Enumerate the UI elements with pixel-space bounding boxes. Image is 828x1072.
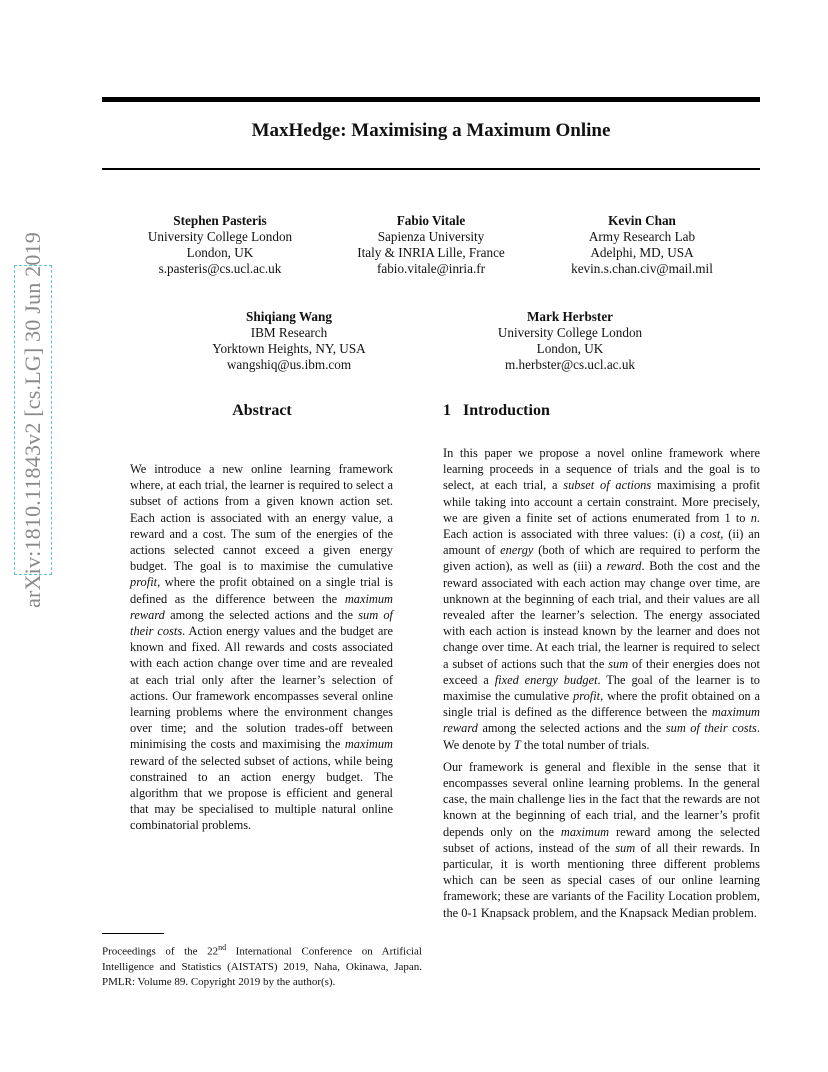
author-name: Stephen Pasteris — [173, 213, 267, 228]
author-name: Mark Herbster — [526, 309, 614, 324]
author-name: Fabio Vitale — [396, 213, 466, 228]
proceedings-footnote: Proceedings of the 22nd International Conference on Artificial Intelligence and Statistics (AISTATS) 2019, Naha, Okinawa, Japan. PMLR: Volume 89. Copyright 2019 by the author(s). — [102, 943, 422, 988]
abstract-heading: Abstract — [232, 402, 292, 419]
paper-title: MaxHedge: Maximising a Maximum Online — [251, 120, 611, 141]
author-location: Italy & INRIA Lille, France — [357, 245, 505, 260]
author-name: Kevin Chan — [608, 213, 676, 228]
author-block — [110, 213, 330, 277]
author-location: London, UK — [186, 245, 254, 260]
author-affiliation: University College London — [497, 325, 643, 340]
introduction-body — [443, 445, 760, 927]
author-affiliation: Sapienza University — [377, 229, 485, 244]
intro-paragraph: In this paper we propose a novel online framework where learning proceeds in a sequence of trials and the goal is to select, at each trial, a subset of actions maximising a profit while taking into account a certain constraint. More precisely, we are given a finite set of actions enumerated from 1 to n. Each action is associated with three values: (i) a cost, (ii) an amount of energy (both of which are required to perform the given action), as well as (iii) a reward. Both the cost and the reward associated with each action may change over time, are unknown at the beginning of each trial, and their values are all revealed after the learner’s selection. The energy associated with each action is instead known by the learner and does not change over time. At each trial, the learner is required to select a subset of actions such that the sum of their energies does not exceed a fixed energy budget. The goal of the learner is to maximise the cumulative profit, where the profit obtained on a single trial is defined as the difference between the maximum reward among the selected actions and the sum of their costs. We denote by T the total number of trials. — [443, 446, 761, 752]
title-bottom-rule — [102, 168, 760, 170]
author-block — [460, 309, 680, 373]
abstract-paragraph: We introduce a new online learning framework where, at each trial, the learner is required to select a subset of actions from a given known action set. Each action is associated with an energy value, a reward and a cost. The sum of the energies of the actions selected cannot exceed a given energy budget. The goal is to maximise the cumulative profit, where the profit obtained on a single trial is defined as the difference between the maximum reward among the selected actions and the sum of their costs. Action energy values and the budget are known and fixed. All rewards and costs associated with each action change over time and are revealed at each trial only after the learner’s selection of actions. Our framework encompasses several online learning problems where the environment changes over time; and the solution trades-off between minimising the costs and maximising the maximum reward of the selected subset of actions, while being constrained to an action energy budget. The algorithm that we propose is efficient and general that may be specialised to multiple natural online combinatorial problems. — [130, 462, 393, 833]
author-affiliation: IBM Research — [250, 325, 328, 340]
arxiv-stamp[interactable] — [14, 232, 52, 608]
intro-paragraph: Our framework is general and flexible in the sense that it encompasses several online learning problems. In the general case, the main challenge lies in the fact that the rewards are not known at the beginning of each trial, and the learner’s profit depends only on the maximum reward among the selected subset of actions, instead of the sum of all their rewards. In particular, it is worth mentioning three different problems which can be seen as special cases of our online learning framework; these are variants of the Facility Location problem, the 0-1 Knapsack problem, and the Knapsack Median problem. — [443, 759, 760, 920]
author-email[interactable]: wangshiq@us.ibm.com — [226, 357, 352, 372]
footnote-rule — [102, 933, 164, 934]
title-top-rule — [102, 97, 760, 102]
author-email[interactable]: fabio.vitale@inria.fr — [376, 261, 486, 276]
author-affiliation: University College London — [147, 229, 293, 244]
introduction-heading: 1 Introduction — [443, 402, 550, 419]
author-email[interactable]: m.herbster@cs.ucl.ac.uk — [504, 357, 636, 372]
author-block — [179, 309, 399, 373]
author-email[interactable]: s.pasteris@cs.ucl.ac.uk — [158, 261, 282, 276]
author-location: London, UK — [536, 341, 604, 356]
arxiv-id: arXiv:1810.11843v2 [cs.LG] 30 Jun 2019 — [20, 232, 45, 608]
author-block — [532, 213, 752, 277]
author-name: Shiqiang Wang — [246, 309, 332, 324]
author-location: Yorktown Heights, NY, USA — [212, 341, 366, 356]
author-affiliation: Army Research Lab — [588, 229, 696, 244]
abstract-body — [130, 461, 393, 840]
author-email[interactable]: kevin.s.chan.civ@mail.mil — [571, 261, 713, 276]
author-location: Adelphi, MD, USA — [590, 245, 694, 260]
author-block — [321, 213, 541, 277]
